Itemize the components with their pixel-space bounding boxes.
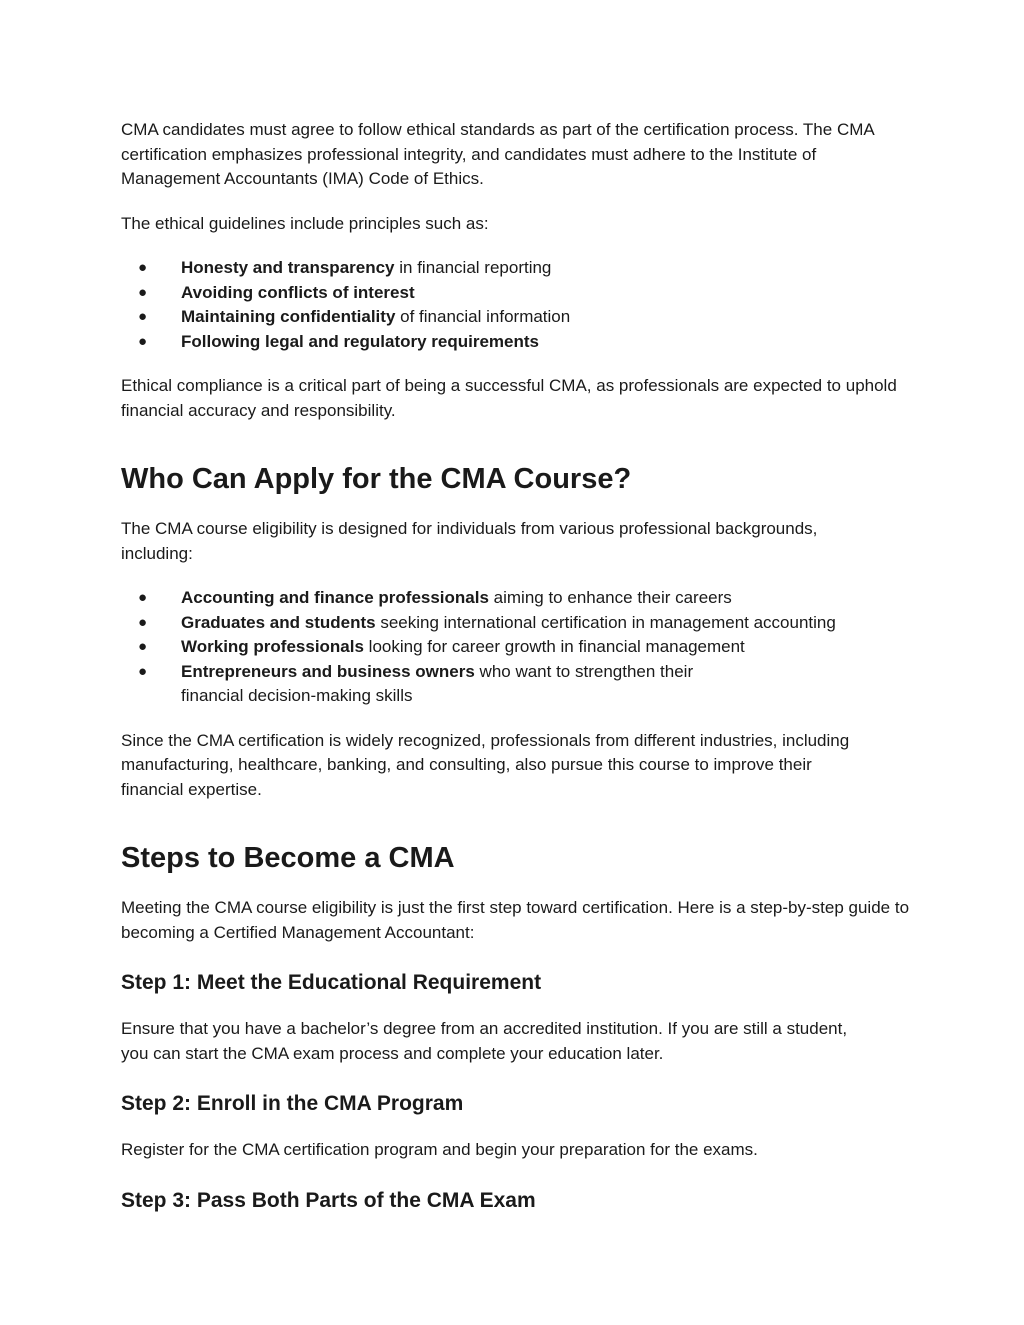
industries-paragraph: Since the CMA certification is widely recognized, professionals from different industries, including manufacturing, healthcare, banking, and consulting, also pursue this course to improve their financial expertise.	[121, 730, 850, 799]
list-item: ● Graduates and students seeking international certification in management accounting	[121, 611, 911, 636]
bullet-icon: ●	[138, 332, 148, 350]
bullet-icon: ●	[138, 308, 148, 325]
ethics-list	[121, 256, 911, 354]
document-page	[121, 118, 911, 1215]
step2-heading: Step 2: Enroll in the CMA Program	[121, 1092, 464, 1115]
ethics-compliance-paragraph: Ethical compliance is a critical part of being a successful CMA, as professionals are expected to uphold financial accuracy and responsibility.	[121, 376, 897, 420]
list-item: ● Entrepreneurs and business owners who want to strengthen their financial decision-making skills	[138, 661, 694, 705]
list-item: ● Honesty and transparency in financial reporting	[121, 256, 911, 281]
bullet-icon: ●	[138, 259, 148, 276]
ethics-intro-paragraph: CMA candidates must agree to follow ethical standards as part of the certification process. The CMA certification emphasizes professional integrity, and candidates must adhere to the Institute of Management Accountants (IMA) Code of Ethics.	[121, 120, 874, 188]
steps-intro-paragraph: Meeting the CMA course eligibility is just the first step toward certification. Here is a step-by-step guide to becoming a Certified Management Accountant:	[121, 898, 910, 942]
list-item: ● Accounting and finance professionals aiming to enhance their careers	[121, 586, 911, 611]
eligibility-paragraph: The CMA course eligibility is designed for individuals from various professional backgrounds, including:	[121, 519, 818, 563]
bullet-icon: ●	[138, 613, 148, 631]
bullet-icon: ●	[138, 283, 148, 301]
bullet-icon: ●	[138, 589, 148, 606]
step3-heading: Step 3: Pass Both Parts of the CMA Exam	[121, 1188, 536, 1212]
list-item: ● Following legal and regulatory requirements	[121, 330, 911, 355]
section-heading-who-can-apply: Who Can Apply for the CMA Course?	[121, 463, 632, 495]
step1-text: Ensure that you have a bachelor’s degree from an accredited institution. If you are still a student, you can start the CMA exam process and complete your education later.	[121, 1019, 848, 1063]
step2-text: Register for the CMA certification program and begin your preparation for the exams.	[121, 1140, 758, 1159]
ethics-guidelines-lead: The ethical guidelines include principles such as:	[121, 213, 489, 233]
step1-heading: Step 1: Meet the Educational Requirement	[121, 971, 542, 994]
list-item: ● Avoiding conflicts of interest	[121, 281, 911, 306]
section-heading-steps: Steps to Become a CMA	[121, 842, 455, 874]
bullet-icon: ●	[138, 638, 148, 655]
list-item: ● Working professionals looking for career growth in financial management	[121, 635, 911, 660]
eligibility-list	[121, 586, 911, 709]
bullet-icon: ●	[138, 662, 148, 680]
list-item: ● Maintaining confidentiality of financial information	[121, 305, 911, 330]
